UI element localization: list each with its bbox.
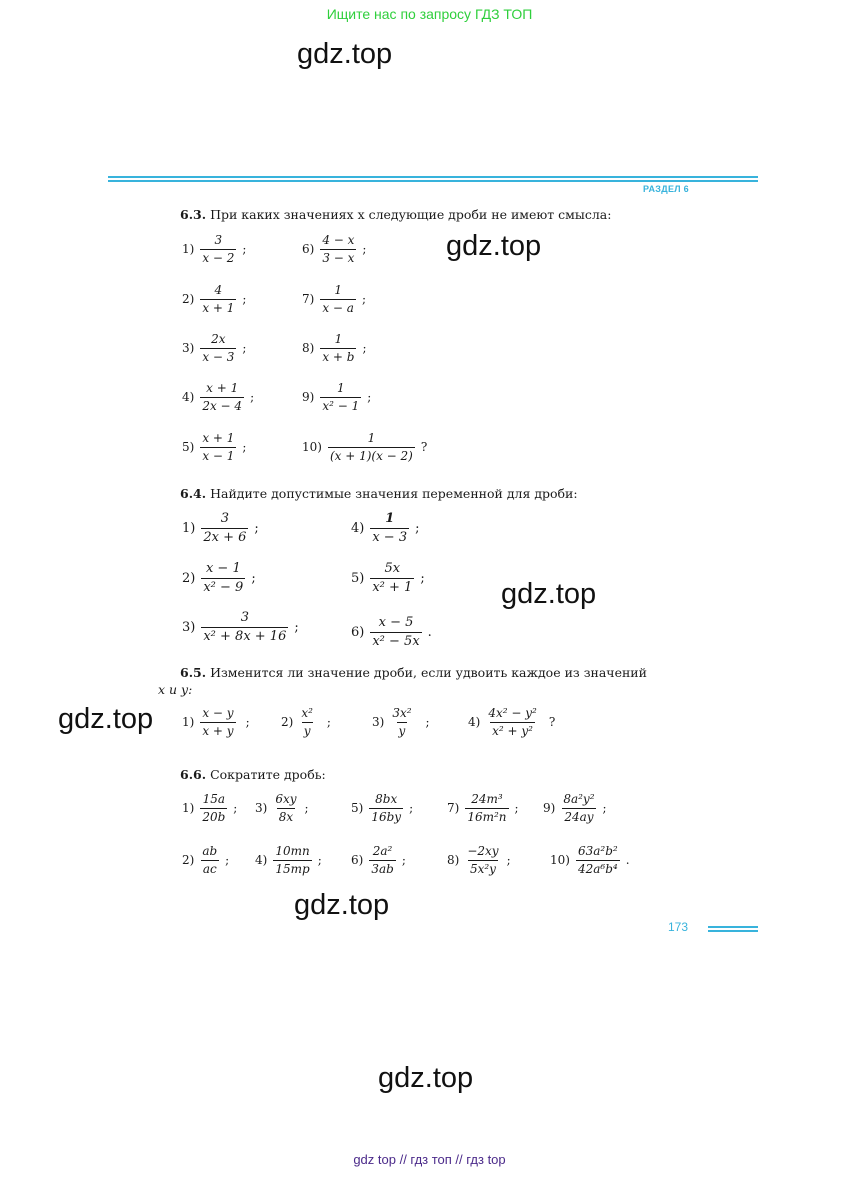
task-6-6-item-9: 9) $\frac{\text{8a²y²}}{24ay}$ ; [543,792,607,824]
task-6-3-item-8: 8) $\frac{1}{x + b}$ ; [302,332,367,364]
page-number: 173 [668,920,689,934]
task-6-6-heading: 6.6. Сократите дробь: [180,767,326,782]
task-6-4-heading: 6.4. Найдите допустимые значения переменной для дроби: [180,486,578,501]
task-6-6-item-5: 5) $\frac{8bx}{16by}$ ; [351,792,414,824]
task-6-4-item-3: 3) $\frac{3}{\text{x² + 8x + 16}}$ ; [182,610,299,644]
task-6-6-item-10: 10) $\frac{\text{63a²b²}}{\text{42a⁶b⁴}}$ . [550,844,630,876]
task-6-5-item-1: 1) $\frac{x - y}{x + y}$ ; [182,706,250,738]
task-6-3-item-6: 6) $\frac{4 - x}{3 - x}$ ; [302,233,367,265]
section-label: РАЗДЕЛ 6 [643,184,689,194]
task-6-3-item-10: 10) $\frac{1}{(x + 1)(x - 2)}$ ? [302,431,428,463]
task-6-3-item-9: 9) $\frac{1}{\text{x² − 1}}$ ; [302,381,372,413]
task-6-3-item-4: 4) $\frac{x + 1}{2x - 4}$ ; [182,381,255,413]
task-6-6-item-1: 1) $\frac{15a}{20b}$ ; [182,792,238,824]
header-rule-top [108,176,758,178]
task-6-4-item-1: 1) $\frac{3}{2x + 6}$ ; [182,511,259,545]
task-6-5-item-4: 4) $\frac{\text{4x² − y²}}{\text{x² + y²}}$ ? [468,706,556,738]
task-6-6-item-6: 6) $\frac{\text{2a²}}{3ab}$ ; [351,844,406,876]
task-6-5-item-3: 3) $\frac{\text{3x²}}{y}$ ; [372,706,430,738]
task-6-6-item-7: 7) $\frac{\text{24m³}}{\text{16m²n}}$ ; [447,792,519,824]
watermark: gdz.top [58,703,154,735]
task-6-3-item-7: 7) $\frac{1}{x - a}$ ; [302,283,366,315]
task-6-4-item-2: 2) $\frac{x - 1}{\text{x² − 9}}$ ; [182,561,256,595]
task-6-5-heading-cont: x и y: [158,682,193,697]
watermark: gdz.top [297,38,393,70]
task-6-3-item-1: 1) $\frac{3}{x - 2}$ ; [182,233,247,265]
footer-links[interactable]: gdz top // гдз топ // гдз top [353,1152,506,1167]
task-6-6-item-2: 2) $\frac{ab}{ac}$ ; [182,844,230,876]
page-number-rule-bottom [708,930,758,932]
task-6-3-item-5: 5) $\frac{x + 1}{x - 1}$ ; [182,431,247,463]
task-6-4-item-5: 5) $\frac{5x}{\text{x² + 1}}$ ; [351,561,425,595]
task-6-6-item-3: 3) $\frac{6xy}{8x}$ ; [255,792,309,824]
watermark: gdz.top [446,230,542,262]
watermark: gdz.top [378,1062,474,1094]
task-6-6-item-8: 8) $\frac{-2xy}{\text{5x²y}}$ ; [447,844,511,876]
task-6-3-heading: 6.3. При каких значениях x следующие дроби не имеют смысла: [180,207,612,222]
page-number-rule-top [708,926,758,928]
watermark: gdz.top [294,889,390,921]
task-6-4-item-4: 4) $\frac{1}{x - 3}$ ; [351,511,420,545]
watermark: gdz.top [501,578,597,610]
task-6-5-heading: 6.5. Изменится ли значение дроби, если удвоить каждое из значений [180,665,647,680]
task-6-6-item-4: 4) $\frac{10mn}{15mp}$ ; [255,844,322,876]
task-6-5-item-2: 2) $\frac{\text{x²}}{y}$ ; [281,706,331,738]
task-6-3-item-2: 2) $\frac{4}{x + 1}$ ; [182,283,247,315]
header-rule-bottom [108,180,758,182]
task-6-3-item-3: 3) $\frac{2x}{x - 3}$ ; [182,332,247,364]
search-hint-link[interactable]: Ищите нас по запросу ГДЗ ТОП [326,6,533,22]
task-6-4-item-6: 6) $\frac{x - 5}{\text{x² − 5x}}$ . [351,615,432,649]
